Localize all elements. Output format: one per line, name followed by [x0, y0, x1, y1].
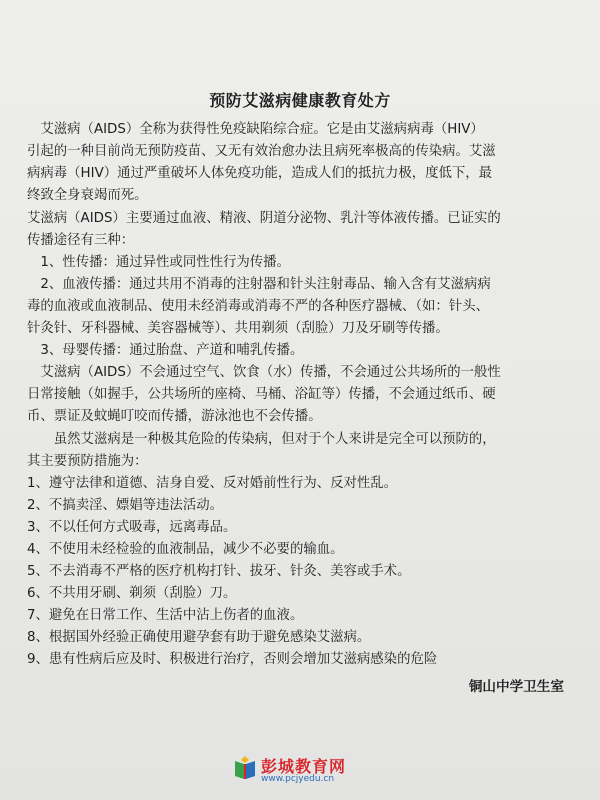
measure-item: 2、不搞卖淫、嫖娼等违法活动。 [27, 498, 223, 513]
body-line: 艾滋病（AIDS）全称为获得性免疫缺陷综合症。它是由艾滋病病毒（HIV） [27, 122, 484, 137]
body-line: 日常接触（如握手，公共场所的座椅、马桶、浴缸等）传播，不会通过纸币、硬 [27, 387, 496, 402]
body-line: 1、性传播：通过异性或同性性行为传播。 [27, 255, 290, 270]
body-line: 病病毒（HIV）通过严重破坏人体免疫功能，造成人们的抵抗力极，度低下，最 [27, 166, 493, 181]
measure-item: 4、不使用未经检验的血液制品，减少不必要的输血。 [27, 542, 344, 557]
watermark-name: 彭城教育网 [261, 757, 347, 776]
body-line: 引起的一种目前尚无预防疫苗、又无有效治愈办法且病死率极高的传染病。艾滋 [27, 144, 496, 159]
body-line: 终致全身衰竭而死。 [27, 188, 148, 203]
body-line: 艾滋病（AIDS）不会通过空气、饮食（水）传播，不会通过公共场所的一般性 [27, 365, 501, 380]
body-line: 2、血液传播：通过共用不消毒的注射器和针头注射毒品、输入含有艾滋病病 [27, 277, 491, 292]
signature: 铜山中学卫生室 [468, 679, 564, 695]
measure-item: 5、不去消毒不严格的医疗机构打针、拔牙、针灸、美容或手术。 [27, 564, 411, 579]
watermark-url: www.pcjyedu.cn [261, 774, 335, 784]
body-line: 币、票证及蚊蝇叮咬而传播，游泳池也不会传播。 [27, 409, 322, 424]
book-icon [233, 755, 257, 781]
body-line: 3、母婴传播：通过胎盘、产道和哺乳传播。 [27, 343, 304, 358]
measure-item: 3、不以任何方式吸毒，远离毒品。 [27, 520, 237, 535]
document-title: 预防艾滋病健康教育处方 [209, 91, 391, 110]
body-line: 虽然艾滋病是一种极其危险的传染病，但对于个人来讲是完全可以预防的， [27, 432, 496, 447]
body-line: 毒的血液或血液制品、使用未经消毒或消毒不严的各种医疗器械、（如：针头、 [27, 299, 489, 314]
measure-item: 8、根据国外经验正确使用避孕套有助于避免感染艾滋病。 [27, 630, 371, 645]
measure-item: 7、避免在日常工作、生活中沾上伤者的血液。 [27, 608, 304, 623]
watermark-logo [233, 753, 363, 787]
measure-item: 9、患有性病后应及时、积极进行治疗，否则会增加艾滋病感染的危险 [27, 652, 438, 667]
body-line: 其主要预防措施为： [27, 454, 148, 469]
measure-item: 1、遵守法律和道德、洁身自爱、反对婚前性行为、反对性乱。 [27, 476, 398, 491]
measure-item: 6、不共用牙刷、剃须（刮脸）刀。 [27, 586, 237, 601]
body-line: 艾滋病（AIDS）主要通过血液、精液、阴道分泌物、乳汁等体液传播。已证实的 [27, 211, 501, 226]
body-line: 传播途径有三种： [27, 233, 135, 248]
body-line: 针灸针、牙科器械、美容器械等）、共用剃须（刮脸）刀及牙刷等传播。 [27, 321, 449, 336]
